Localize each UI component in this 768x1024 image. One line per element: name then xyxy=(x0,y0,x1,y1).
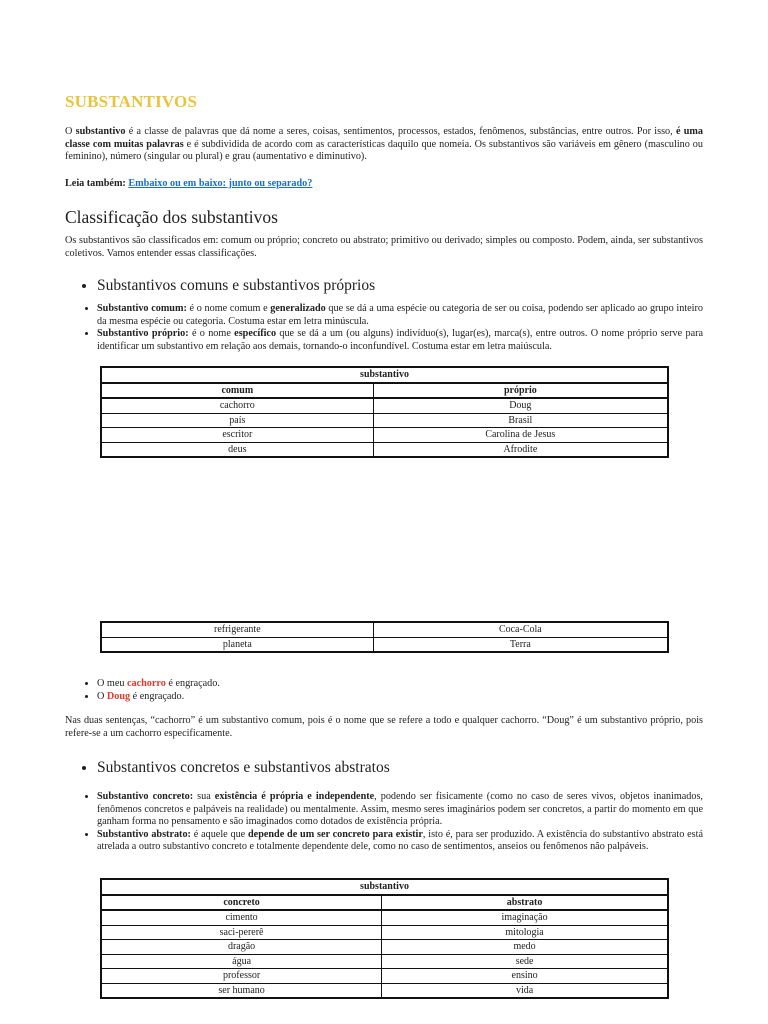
example-text: O xyxy=(97,690,107,702)
intro-text: é a classe de palavras que dá nome a seres, coisas, sentimentos, processos, estados, fenômenos, substâncias, entre outros. Por isso, xyxy=(125,126,676,137)
table-header-comum: comum xyxy=(101,383,373,399)
table-cell: cimento xyxy=(101,910,382,925)
table-cell: escritor xyxy=(101,428,373,443)
table-cell: Brasil xyxy=(373,413,668,428)
def-text: é o nome comum e xyxy=(186,303,271,314)
table-row xyxy=(101,442,668,457)
table-cell: saci-pererê xyxy=(101,925,382,940)
table-cell: Terra xyxy=(373,637,668,652)
table-cell: professor xyxy=(101,969,382,984)
table-cell: ser humano xyxy=(101,983,382,998)
def-bold: específico xyxy=(234,328,277,340)
table-row xyxy=(101,428,668,443)
table-row xyxy=(101,622,668,637)
intro-bold: é uma classe com muitas palavras xyxy=(65,126,703,150)
table-cell: Carolina de Jesus xyxy=(373,428,668,443)
page-title: SUBSTANTIVOS xyxy=(65,92,198,111)
section-intro: Os substantivos são classificados em: comum ou próprio; concreto ou abstrato; primitivo ou derivado; simples ou composto. Podem, ainda, ser substantivos coletivos. Vamos entender essas classificações. xyxy=(65,235,703,259)
table-concreto-abstrato xyxy=(100,878,669,999)
table-row xyxy=(101,983,668,998)
table-cell: deus xyxy=(101,442,373,457)
table-row xyxy=(101,910,668,925)
table-row xyxy=(101,940,668,955)
table-cell: Coca-Cola xyxy=(373,622,668,637)
definition-list xyxy=(65,791,703,854)
table-caption: substantivo xyxy=(101,879,668,895)
explanation-paragraph: Nas duas sentenças, “cachorro” é um substantivo comum, pois é o nome que se refere a todo e qualquer cachorro. “Doug” é um substantivo próprio, pois refere-se a um cachorro especificamente. xyxy=(65,715,703,739)
example-highlight: Doug xyxy=(106,690,131,702)
intro-text: O xyxy=(65,126,76,137)
table-header-abstrato: abstrato xyxy=(382,895,668,911)
table-row xyxy=(101,969,668,984)
def-text: sua xyxy=(193,791,215,802)
table-row xyxy=(101,925,668,940)
definition-concreto xyxy=(97,791,703,829)
definition-proprio xyxy=(97,328,703,353)
table-cell: imaginação xyxy=(382,910,668,925)
term: Substantivo concreto: xyxy=(97,791,194,802)
table-comum-proprio-continued xyxy=(100,621,669,653)
table-header-concreto: concreto xyxy=(101,895,382,911)
def-text: , isto é, para ser produzido. A existência do substantivo abstrato está atrelada a outro substantivo concreto e totalmente dependente dele, como no caso de sentimentos, anseios ou fenômenos não palpáveis. xyxy=(97,828,704,853)
table-cell: sede xyxy=(382,954,668,969)
subheading-comuns-proprios: • Substantivos comuns e substantivos próprios xyxy=(97,277,703,295)
example-1 xyxy=(97,678,703,691)
intro-bold: substantivo xyxy=(75,126,126,137)
table-row xyxy=(101,954,668,969)
definition-comum xyxy=(97,303,703,328)
see-also xyxy=(65,178,703,191)
table-cell: refrigerante xyxy=(101,622,373,637)
table-row xyxy=(101,413,668,428)
table-cell: mitologia xyxy=(382,925,668,940)
table-cell: ensino xyxy=(382,969,668,984)
table-header-proprio: próprio xyxy=(373,383,668,399)
table-cell: água xyxy=(101,954,382,969)
table-row xyxy=(101,398,668,413)
table-comum-proprio xyxy=(100,366,669,458)
def-text: , podendo ser fisicamente (como no caso de seres vivos, objetos inanimados, fenômenos concretos e palpáveis na realidade) ou mentalmente. Assim, mesmo seres imaginários podem ser concretos, a partir do momento em que ganham forma no pensamento e são imaginados como dotados de existência própria. xyxy=(97,791,703,828)
see-also-label: Leia também: xyxy=(65,178,126,189)
subheading-list xyxy=(65,759,703,777)
def-text: que se dá a um (ou alguns) indivíduo(s), lugar(es), marca(s), entre outros. O nome próprio serve para identificar um substantivo em relação aos demais, tornando-o inconfundível. Costuma estar em letra maiúscula. xyxy=(97,328,704,352)
subheading-concretos-abstratos: • Substantivos concretos e substantivos abstratos xyxy=(97,759,703,777)
table-cell: país xyxy=(101,413,373,428)
definition-list xyxy=(65,303,703,353)
intro-paragraph xyxy=(65,126,703,164)
definition-abstrato xyxy=(97,829,703,854)
table-cell: dragão xyxy=(101,940,382,955)
term: Substantivo comum: xyxy=(97,303,187,314)
def-bold: depende de um ser concreto para existir xyxy=(248,828,423,840)
def-text: é o nome xyxy=(188,328,235,340)
example-highlight: cachorro xyxy=(127,678,166,689)
term: Substantivo próprio: xyxy=(97,328,189,340)
intro-text: e é subdividida de acordo com as características daquilo que nomeia. Os substantivos são variáveis em gênero (masculino ou feminino), número (singular ou plural) e grau (aumentativo e diminutivo). xyxy=(65,138,703,163)
section-title-classificacao: Classificação dos substantivos xyxy=(65,207,278,227)
example-list xyxy=(65,678,703,703)
table-cell: Afrodite xyxy=(373,442,668,457)
table-row xyxy=(101,637,668,652)
example-text: O meu xyxy=(97,678,127,689)
table-cell: Doug xyxy=(373,398,668,413)
def-text: é aquele que xyxy=(190,828,248,840)
def-bold: existência é própria e independente xyxy=(214,791,375,802)
table-caption: substantivo xyxy=(101,367,668,383)
example-2 xyxy=(97,691,703,704)
def-text: que se dá a uma espécie ou categoria de ser ou coisa, podendo ser aplicado ao grupo inteiro da mesma espécie ou categoria. Costuma estar em letra minúscula. xyxy=(97,303,703,327)
table-cell: planeta xyxy=(101,637,373,652)
subheading-list xyxy=(65,277,703,295)
term: Substantivo abstrato: xyxy=(97,828,191,840)
def-bold: generalizado xyxy=(270,303,326,314)
example-text: é engraçado. xyxy=(165,678,220,689)
table-cell: cachorro xyxy=(101,398,373,413)
see-also-link[interactable]: Embaixo ou em baixo: junto ou separado? xyxy=(128,178,313,189)
table-cell: medo xyxy=(382,940,668,955)
example-text: é engraçado. xyxy=(130,690,185,702)
table-cell: vida xyxy=(382,983,668,998)
